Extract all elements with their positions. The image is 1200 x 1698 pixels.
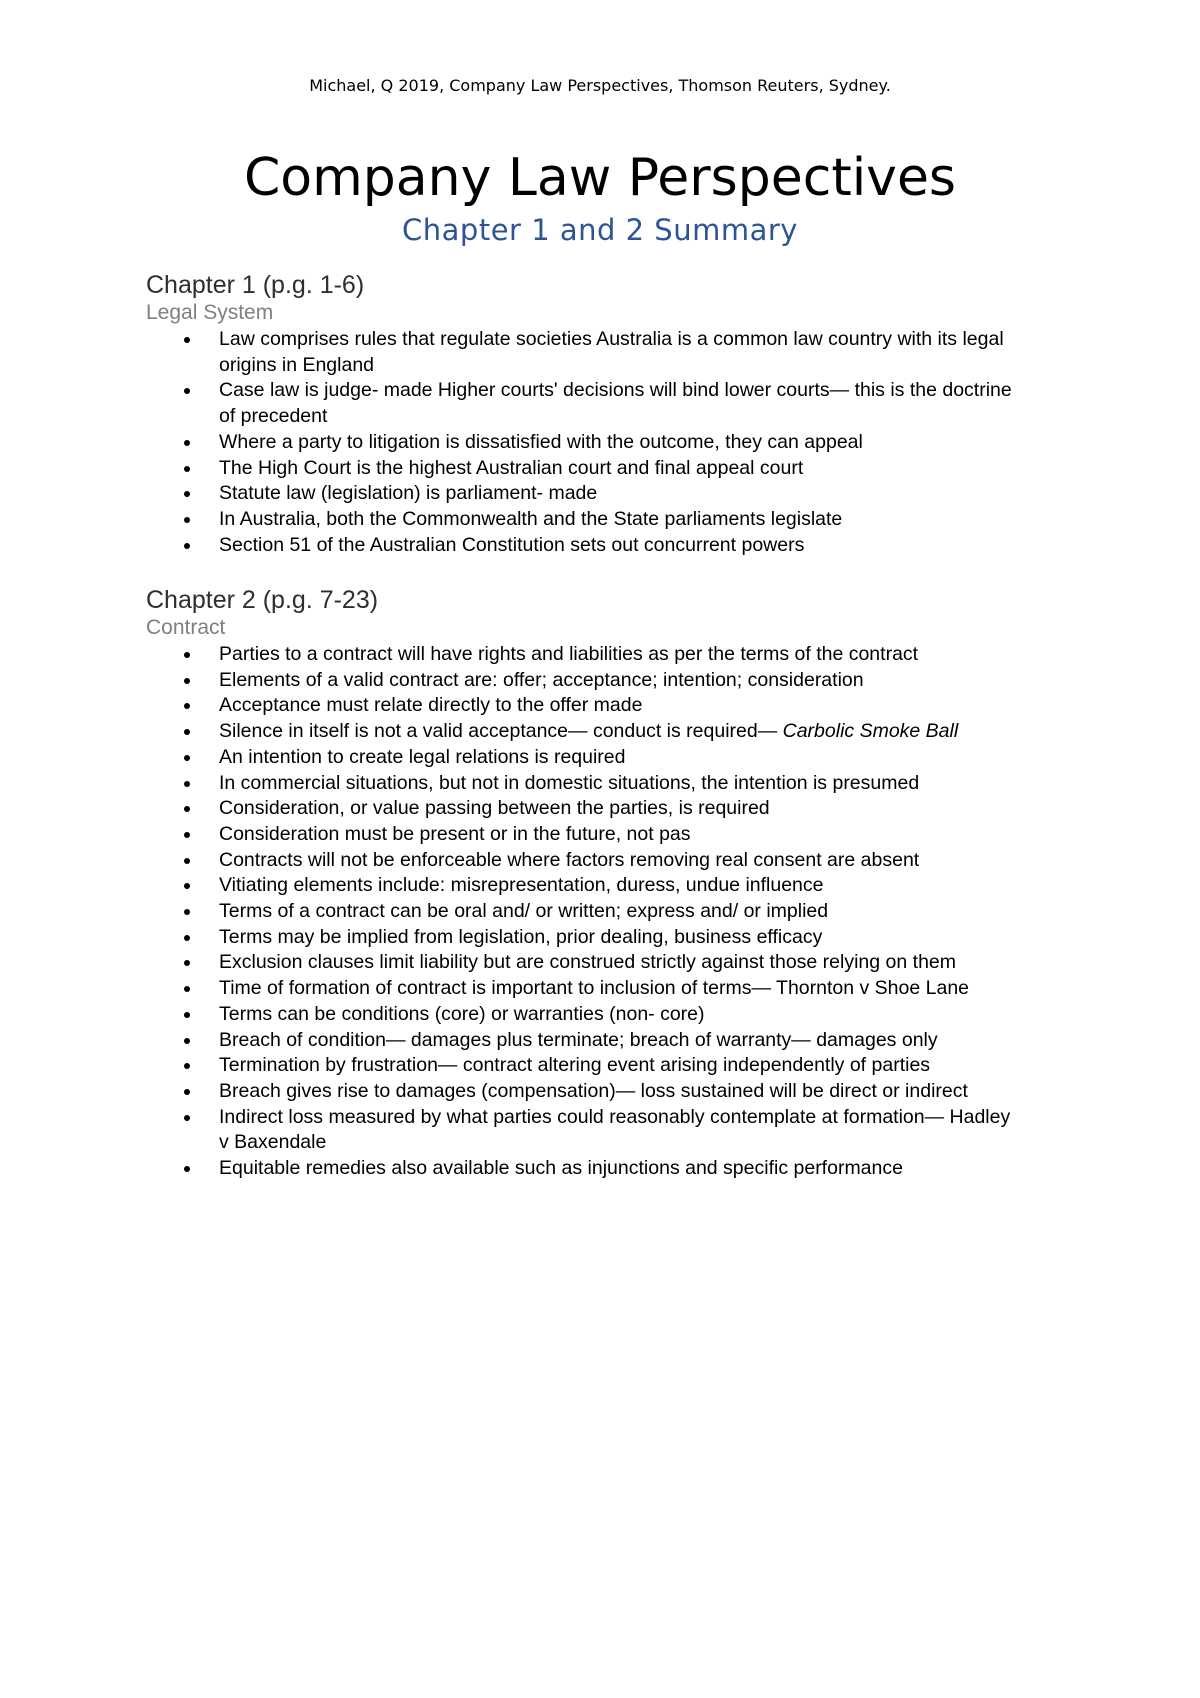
bullet-dot-icon xyxy=(184,337,190,343)
bullet-item xyxy=(146,848,1019,874)
bullet-text: Terms can be conditions (core) or warranties (non- core) xyxy=(219,1002,705,1025)
chapter-1-topic: Legal System xyxy=(146,301,274,324)
bullet-dot-icon xyxy=(184,729,190,735)
bullet-dot-icon xyxy=(184,388,190,394)
bullet-text: Exclusion clauses limit liability but are construed strictly against those relying on them xyxy=(219,951,957,974)
bullet-dot-icon xyxy=(184,858,190,864)
bullet-dot-icon xyxy=(184,806,190,812)
bullet-text: Time of formation of contract is important to inclusion of terms— Thornton v Shoe Lane xyxy=(219,977,970,1000)
bullet-dot-icon xyxy=(184,543,190,549)
bullet-item xyxy=(146,745,1019,771)
bullet-item xyxy=(146,430,1019,456)
chapter-2-topic: Contract xyxy=(146,616,226,639)
bullet-dot-icon xyxy=(184,1038,190,1044)
bullet-item xyxy=(146,481,1019,507)
bullet-text: Where a party to litigation is dissatisfied with the outcome, they can appeal xyxy=(219,430,863,453)
bullet-item xyxy=(146,1028,1019,1054)
bullet-item xyxy=(146,693,1019,719)
bullet-text: In commercial situations, but not in domestic situations, the intention is presumed xyxy=(219,771,920,794)
bullet-text: Case law is judge- made Higher courts' decisions will bind lower courts— this is the doctrine of precedent xyxy=(219,379,1012,428)
bullet-item xyxy=(146,771,1019,797)
bullet-dot-icon xyxy=(184,678,190,684)
bullet-dot-icon xyxy=(184,1063,190,1069)
bullet-text: Acceptance must relate directly to the offer made xyxy=(219,694,643,717)
bullet-dot-icon xyxy=(184,832,190,838)
bullet-text: Vitiating elements include: misrepresentation, duress, undue influence xyxy=(219,874,824,897)
bullet-dot-icon xyxy=(184,781,190,787)
bullet-item xyxy=(146,1053,1019,1079)
bullet-item xyxy=(146,873,1019,899)
bullet-dot-icon xyxy=(184,909,190,915)
citation-header: Michael, Q 2019, Company Law Perspectives, Thomson Reuters, Sydney. xyxy=(309,76,891,95)
bullet-item xyxy=(146,719,1019,745)
bullet-text: Consideration, or value passing between the parties, is required xyxy=(219,797,770,820)
bullet-item xyxy=(146,925,1019,951)
bullet-dot-icon xyxy=(184,1089,190,1095)
chapter-1-section xyxy=(146,270,1086,558)
bullet-item xyxy=(146,950,1019,976)
bullet-item xyxy=(146,1002,1019,1028)
bullet-text: Consideration must be present or in the future, not pas xyxy=(219,822,691,845)
bullet-text: Parties to a contract will have rights and liabilities as per the terms of the contract xyxy=(219,643,919,665)
bullet-item xyxy=(146,533,1019,559)
bullet-text: Indirect loss measured by what parties could reasonably contemplate at formation— Hadley v Baxendale xyxy=(219,1105,1011,1154)
bullet-dot-icon xyxy=(184,883,190,889)
bullet-text: Breach of condition— damages plus terminate; breach of warranty— damages only xyxy=(219,1028,938,1051)
chapter-1-bullet-list xyxy=(146,327,1086,558)
bullet-dot-icon xyxy=(184,440,190,446)
bullet-text: Contracts will not be enforceable where factors removing real consent are absent xyxy=(219,848,920,871)
bullet-text: Termination by frustration— contract altering event arising independently of parties xyxy=(219,1054,931,1077)
document-title: Company Law Perspectives xyxy=(243,148,957,208)
bullet-text: Terms of a contract can be oral and/ or written; express and/ or implied xyxy=(219,900,829,923)
bullet-dot-icon xyxy=(184,703,190,709)
chapter-2-section xyxy=(146,585,1086,1182)
bullet-dot-icon xyxy=(184,986,190,992)
bullet-text: In Australia, both the Commonwealth and the State parliaments legislate xyxy=(219,507,843,530)
bullet-dot-icon xyxy=(184,652,190,658)
bullet-item xyxy=(146,822,1019,848)
bullet-text: An intention to create legal relations is required xyxy=(219,745,626,768)
bullet-text: Equitable remedies also available such as injunctions and specific performance xyxy=(219,1157,903,1180)
bullet-dot-icon xyxy=(184,1166,190,1172)
bullet-item xyxy=(146,1105,1019,1156)
bullet-dot-icon xyxy=(184,755,190,761)
bullet-text: Terms may be implied from legislation, prior dealing, business efficacy xyxy=(219,925,823,948)
bullet-dot-icon xyxy=(184,1115,190,1121)
bullet-item xyxy=(146,899,1019,925)
bullet-text: Breach gives rise to damages (compensation)— loss sustained will be direct or indirect xyxy=(219,1079,968,1102)
bullet-text: The High Court is the highest Australian court and final appeal court xyxy=(219,456,804,479)
chapter-2-heading: Chapter 2 (p.g. 7-23) xyxy=(146,586,379,614)
bullet-dot-icon xyxy=(184,466,190,472)
chapter-2-bullet-list xyxy=(146,642,1086,1182)
bullet-dot-icon xyxy=(184,960,190,966)
chapter-1-heading: Chapter 1 (p.g. 1-6) xyxy=(146,271,365,299)
bullet-item xyxy=(146,327,1019,378)
bullet-dot-icon xyxy=(184,517,190,523)
bullet-item xyxy=(146,796,1019,822)
bullet-item xyxy=(146,507,1019,533)
bullet-item xyxy=(146,976,1019,1002)
bullet-text: Statute law (legislation) is parliament- made xyxy=(219,482,598,505)
bullet-item xyxy=(146,642,1019,668)
document-subtitle: Chapter 1 and 2 Summary xyxy=(402,213,798,247)
bullet-dot-icon xyxy=(184,935,190,941)
bullet-item xyxy=(146,1156,1019,1182)
bullet-text: Elements of a valid contract are: offer; acceptance; intention; consideration xyxy=(219,668,864,691)
bullet-text: Section 51 of the Australian Constitution sets out concurrent powers xyxy=(219,533,805,556)
bullet-text: Law comprises rules that regulate societies Australia is a common law country with its legal origins in England xyxy=(219,328,1004,376)
case-name-italic: Carbolic Smoke Ball xyxy=(782,720,959,743)
bullet-dot-icon xyxy=(184,491,190,497)
bullet-item xyxy=(146,378,1019,429)
bullet-item xyxy=(146,456,1019,482)
bullet-dot-icon xyxy=(184,1012,190,1018)
bullet-item xyxy=(146,1079,1019,1105)
bullet-item xyxy=(146,668,1019,694)
bullet-text: Silence in itself is not a valid acceptance— conduct is required— xyxy=(219,720,783,743)
